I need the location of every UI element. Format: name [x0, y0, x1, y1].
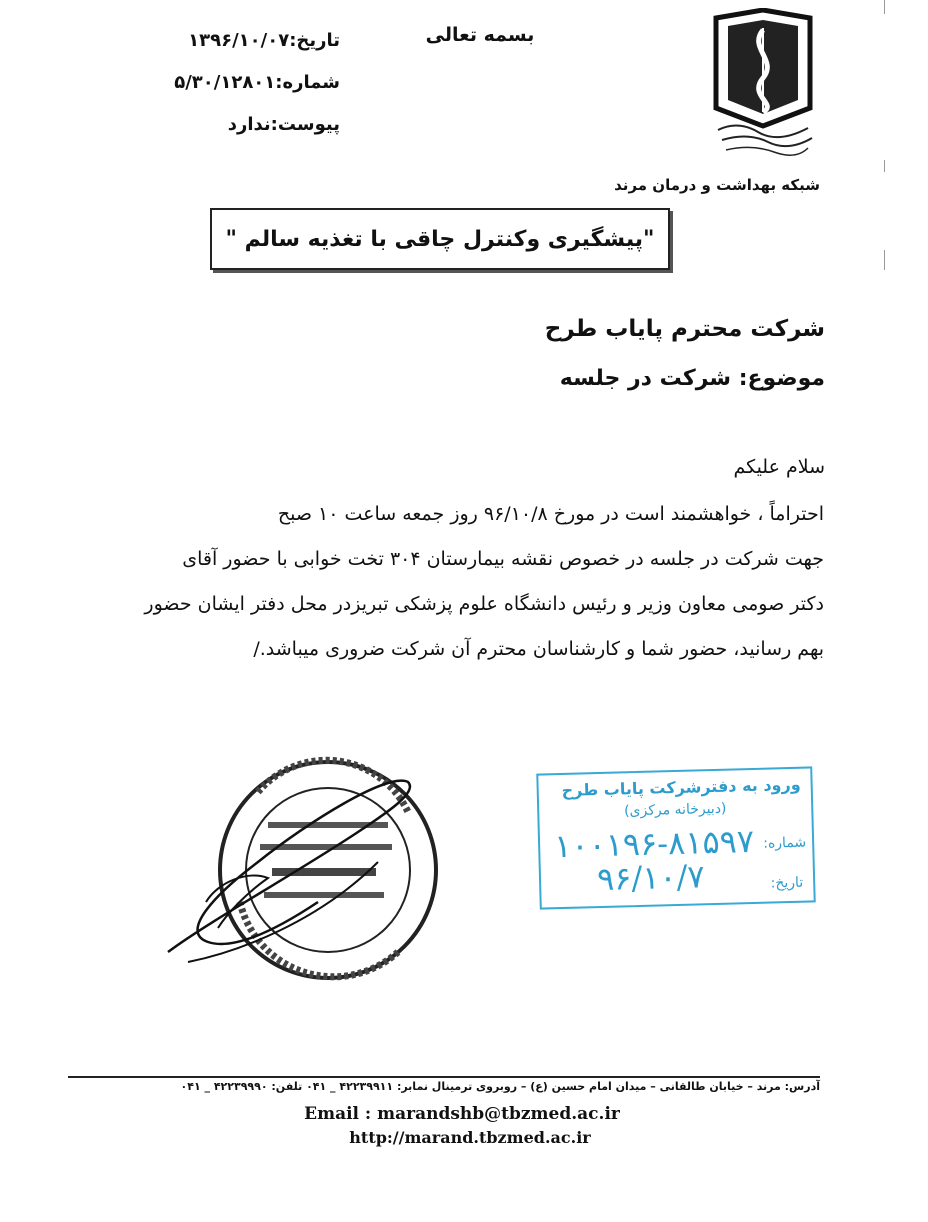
greeting: سلام علیکم: [733, 456, 825, 478]
stamp-subtitle: (دبیرخانه مرکزی): [623, 800, 727, 820]
body-line: احتراماً ، خواهشمند است در مورخ ۹۶/۱۰/۸ روز جمعه ساعت ۱۰ صبح: [277, 503, 824, 525]
body-line: بهم رسانید، حضور شما و کارشناسان محترم آن شرکت ضروری میباشد./: [253, 638, 824, 660]
stamp-number-value: ۱۰۰۱۹۶-۸۱۵۹۷: [553, 821, 755, 866]
scan-edge-mark: [884, 160, 885, 172]
letter-number: شماره:۵/۳۰/۱۲۸۰۱: [174, 72, 340, 93]
footer-email: Email : marandshb@tbzmed.ac.ir: [304, 1104, 620, 1124]
recipient: شرکت محترم پایاب طرح: [544, 316, 825, 342]
letter-attachment: پیوست:ندارد: [227, 114, 340, 135]
stamp-number-label: شماره:: [763, 834, 807, 852]
subject-line: موضوع: شرکت در جلسه: [559, 366, 825, 391]
scan-edge-mark: [884, 250, 885, 270]
incoming-mail-stamp: [536, 766, 815, 909]
stamp-title: ورود به دفترشرکت پایاب طرح: [561, 774, 801, 800]
slogan-box: [210, 208, 670, 270]
stamp-date-value: ۹۶/۱۰/۷: [596, 857, 706, 899]
scan-edge-mark: [884, 0, 885, 14]
footer-address: آدرس: مرند – خیابان طالقانی – میدان امام حسین (ع) – روبروی ترمینال نمابر: ۴۲۲۳۹۹۱۱ _ ۰۴۱ تلفن: ۴۲۲۳۹۹۹۰ _ ۰۴۱: [180, 1080, 820, 1093]
organization-name: شبکه بهداشت و درمان مرند: [614, 176, 820, 194]
official-seal-with-signature: [148, 752, 438, 992]
body-line: دکتر صومی معاون وزیر و رئیس دانشگاه علوم پزشکی تبریزدر محل دفتر ایشان حضور: [144, 593, 824, 615]
stamp-date-label: تاریخ:: [770, 874, 804, 892]
university-logo: [708, 8, 818, 158]
letter-body: [62, 492, 824, 672]
letter-date: تاریخ:۱۳۹۶/۱۰/۰۷: [188, 30, 340, 51]
body-line: جهت شرکت در جلسه در خصوص نقشه بیمارستان ۳۰۴ تخت خوابی با حضور آقای: [182, 548, 824, 570]
footer-website: http://marand.tbzmed.ac.ir: [349, 1128, 591, 1147]
slogan-text: "پیشگیری وکنترل چاقی با تغذیه سالم ": [225, 226, 655, 252]
footer-divider: [68, 1076, 820, 1078]
basmala-heading: بسمه تعالی: [425, 24, 535, 46]
